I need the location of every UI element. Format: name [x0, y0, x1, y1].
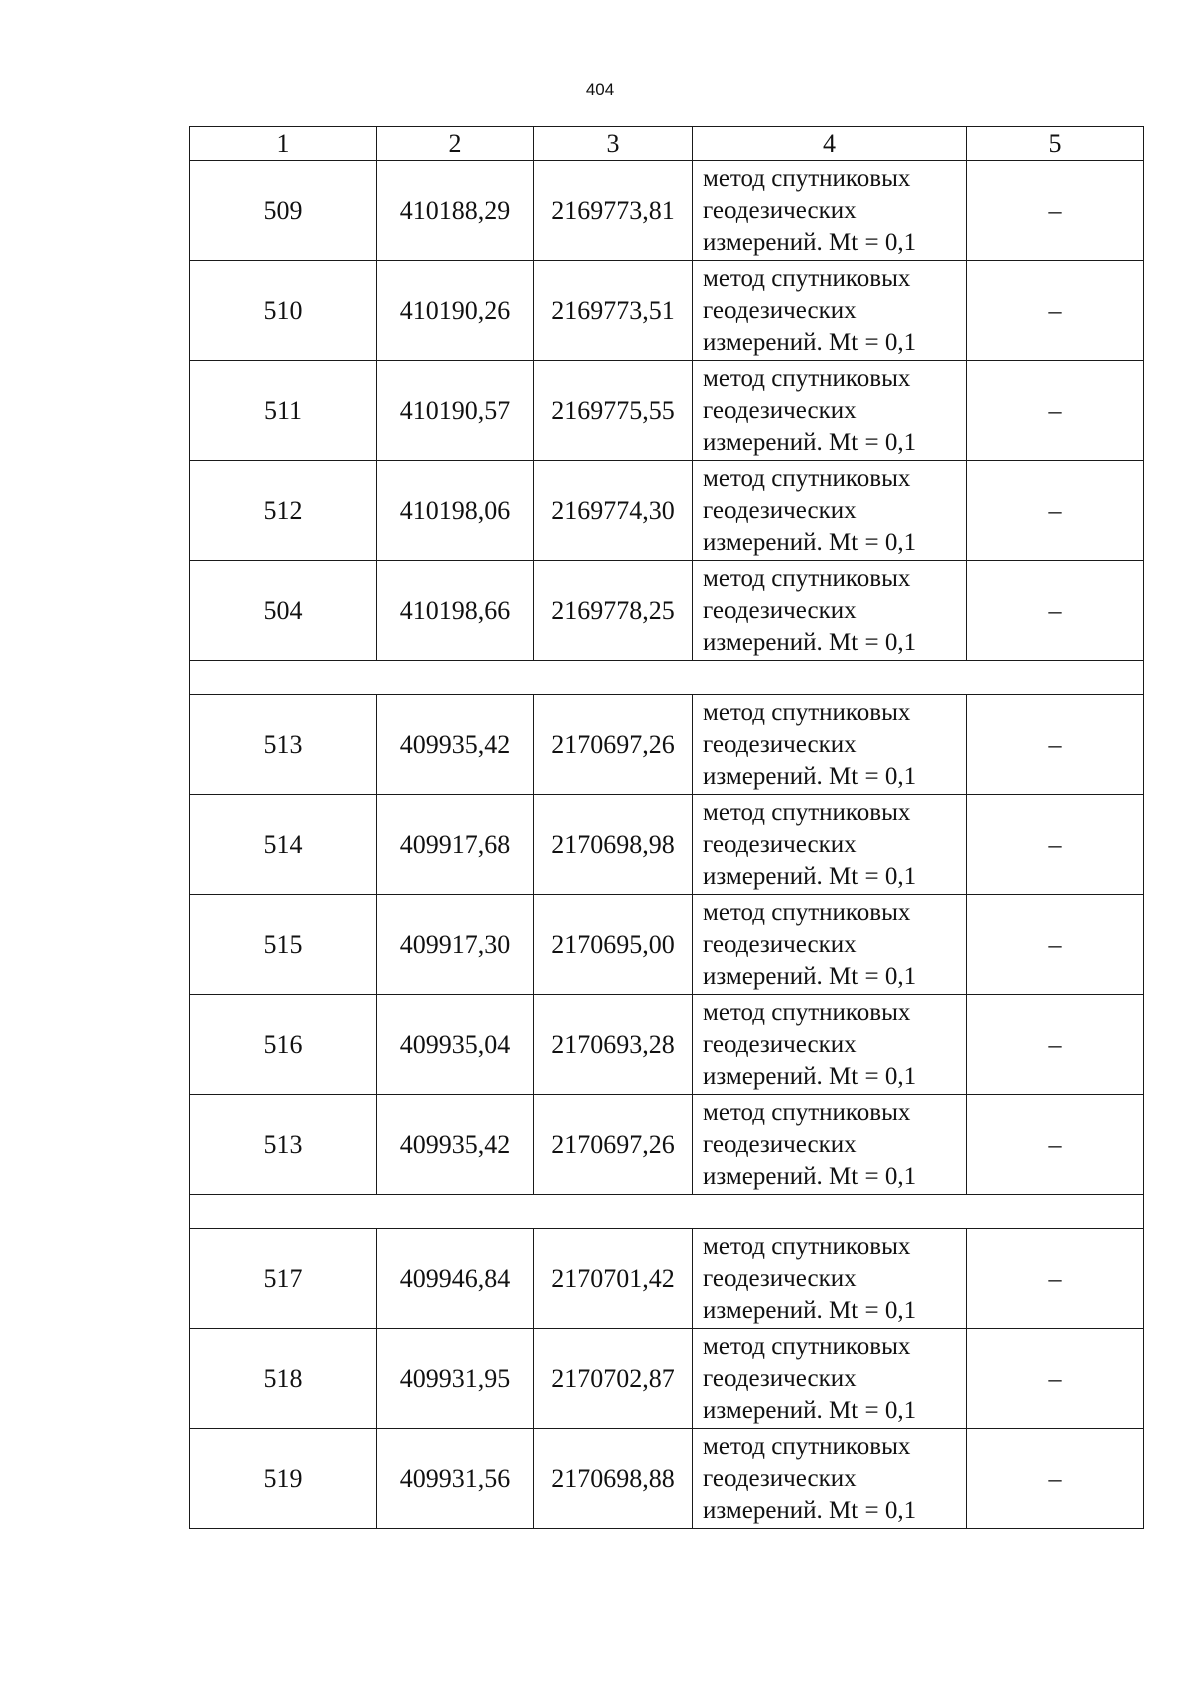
method-text-line: метод спутниковых — [703, 464, 911, 492]
table-row — [190, 561, 1144, 661]
table-row — [190, 161, 1144, 261]
coordinates-table — [189, 126, 1144, 1529]
method-text-line: метод спутниковых — [703, 364, 911, 392]
x-coordinate-cell: 410188,29 — [377, 161, 534, 261]
table-row — [190, 1329, 1144, 1429]
method-cell — [693, 261, 967, 361]
y-coordinate-cell: 2170695,00 — [534, 895, 693, 995]
table-row — [190, 995, 1144, 1095]
method-text-line: метод спутниковых — [703, 164, 911, 192]
note-cell: – — [967, 361, 1144, 461]
header-cell-4: 4 — [693, 127, 967, 161]
table-body — [190, 127, 1144, 1529]
method-text-line: измерений. Mt = 0,1 — [703, 528, 917, 556]
method-cell — [693, 995, 967, 1095]
point-number-cell: 510 — [190, 261, 377, 361]
method-cell — [693, 461, 967, 561]
table-row — [190, 261, 1144, 361]
point-number-cell: 512 — [190, 461, 377, 561]
y-coordinate-cell: 2170701,42 — [534, 1229, 693, 1329]
y-coordinate-cell: 2170693,28 — [534, 995, 693, 1095]
point-number-cell: 513 — [190, 1095, 377, 1195]
x-coordinate-cell: 409935,42 — [377, 1095, 534, 1195]
header-cell-3: 3 — [534, 127, 693, 161]
method-text-line: геодезических — [703, 396, 857, 424]
method-text-line: измерений. Mt = 0,1 — [703, 962, 917, 990]
y-coordinate-cell: 2169774,30 — [534, 461, 693, 561]
table-row — [190, 361, 1144, 461]
method-cell — [693, 1095, 967, 1195]
method-text-line: измерений. Mt = 0,1 — [703, 1062, 917, 1090]
method-text-line: метод спутниковых — [703, 564, 911, 592]
note-cell: – — [967, 561, 1144, 661]
point-number-cell: 509 — [190, 161, 377, 261]
x-coordinate-cell: 409917,30 — [377, 895, 534, 995]
point-number-cell: 518 — [190, 1329, 377, 1429]
method-cell — [693, 1329, 967, 1429]
method-text-line: измерений. Mt = 0,1 — [703, 628, 917, 656]
note-cell: – — [967, 461, 1144, 561]
note-cell: – — [967, 1229, 1144, 1329]
method-cell — [693, 1429, 967, 1529]
point-number-cell: 519 — [190, 1429, 377, 1529]
header-cell-2: 2 — [377, 127, 534, 161]
method-text-line: измерений. Mt = 0,1 — [703, 1496, 917, 1524]
method-text-line: геодезических — [703, 1030, 857, 1058]
method-text-line: геодезических — [703, 596, 857, 624]
note-cell: – — [967, 895, 1144, 995]
method-text-line: геодезических — [703, 730, 857, 758]
method-text-line: измерений. Mt = 0,1 — [703, 1396, 917, 1424]
method-text-line: метод спутниковых — [703, 998, 911, 1026]
table-row — [190, 895, 1144, 995]
page-number: 404 — [585, 80, 615, 99]
table-row — [190, 1429, 1144, 1529]
method-text-line: геодезических — [703, 1364, 857, 1392]
note-cell: – — [967, 261, 1144, 361]
method-text-line: измерений. Mt = 0,1 — [703, 328, 917, 356]
method-text-line: метод спутниковых — [703, 1332, 911, 1360]
method-text-line: измерений. Mt = 0,1 — [703, 428, 917, 456]
x-coordinate-cell: 409946,84 — [377, 1229, 534, 1329]
point-number-cell: 516 — [190, 995, 377, 1095]
note-cell: – — [967, 1329, 1144, 1429]
table-row — [190, 795, 1144, 895]
point-number-cell: 514 — [190, 795, 377, 895]
y-coordinate-cell: 2170697,26 — [534, 1095, 693, 1195]
note-cell: – — [967, 995, 1144, 1095]
note-cell: – — [967, 1095, 1144, 1195]
method-cell — [693, 161, 967, 261]
x-coordinate-cell: 410198,06 — [377, 461, 534, 561]
method-text-line: геодезических — [703, 196, 857, 224]
method-text-line: метод спутниковых — [703, 798, 911, 826]
method-text-line: метод спутниковых — [703, 264, 911, 292]
x-coordinate-cell: 409935,04 — [377, 995, 534, 1095]
point-number-cell: 504 — [190, 561, 377, 661]
method-cell — [693, 795, 967, 895]
table-row — [190, 695, 1144, 795]
x-coordinate-cell: 409935,42 — [377, 695, 534, 795]
method-text-line: геодезических — [703, 1464, 857, 1492]
table-row — [190, 1095, 1144, 1195]
table-separator-row — [190, 1195, 1144, 1229]
method-text-line: измерений. Mt = 0,1 — [703, 862, 917, 890]
method-cell — [693, 561, 967, 661]
method-text-line: измерений. Mt = 0,1 — [703, 762, 917, 790]
method-text-line: геодезических — [703, 296, 857, 324]
method-cell — [693, 361, 967, 461]
method-text-line: геодезических — [703, 830, 857, 858]
x-coordinate-cell: 409917,68 — [377, 795, 534, 895]
method-cell — [693, 695, 967, 795]
method-text-line: геодезических — [703, 1264, 857, 1292]
table-row — [190, 461, 1144, 561]
y-coordinate-cell: 2170698,88 — [534, 1429, 693, 1529]
table-row — [190, 1229, 1144, 1329]
separator-cell — [190, 1195, 1144, 1229]
method-text-line: метод спутниковых — [703, 1432, 911, 1460]
y-coordinate-cell: 2170698,98 — [534, 795, 693, 895]
method-text-line: измерений. Mt = 0,1 — [703, 228, 917, 256]
point-number-cell: 517 — [190, 1229, 377, 1329]
x-coordinate-cell: 409931,56 — [377, 1429, 534, 1529]
x-coordinate-cell: 410190,26 — [377, 261, 534, 361]
method-text-line: геодезических — [703, 496, 857, 524]
y-coordinate-cell: 2169773,51 — [534, 261, 693, 361]
table-header-row — [190, 127, 1144, 161]
method-text-line: метод спутниковых — [703, 1232, 911, 1260]
y-coordinate-cell: 2170702,87 — [534, 1329, 693, 1429]
method-text-line: метод спутниковых — [703, 698, 911, 726]
header-cell-5: 5 — [967, 127, 1144, 161]
header-cell-1: 1 — [190, 127, 377, 161]
point-number-cell: 515 — [190, 895, 377, 995]
y-coordinate-cell: 2169775,55 — [534, 361, 693, 461]
method-cell — [693, 1229, 967, 1329]
note-cell: – — [967, 1429, 1144, 1529]
x-coordinate-cell: 409931,95 — [377, 1329, 534, 1429]
table-separator-row — [190, 661, 1144, 695]
method-text-line: измерений. Mt = 0,1 — [703, 1296, 917, 1324]
x-coordinate-cell: 410198,66 — [377, 561, 534, 661]
y-coordinate-cell: 2169778,25 — [534, 561, 693, 661]
method-text-line: метод спутниковых — [703, 1098, 911, 1126]
point-number-cell: 513 — [190, 695, 377, 795]
x-coordinate-cell: 410190,57 — [377, 361, 534, 461]
separator-cell — [190, 661, 1144, 695]
method-text-line: измерений. Mt = 0,1 — [703, 1162, 917, 1190]
y-coordinate-cell: 2169773,81 — [534, 161, 693, 261]
method-text-line: геодезических — [703, 1130, 857, 1158]
point-number-cell: 511 — [190, 361, 377, 461]
note-cell: – — [967, 795, 1144, 895]
method-text-line: геодезических — [703, 930, 857, 958]
method-cell — [693, 895, 967, 995]
note-cell: – — [967, 695, 1144, 795]
method-text-line: метод спутниковых — [703, 898, 911, 926]
y-coordinate-cell: 2170697,26 — [534, 695, 693, 795]
note-cell: – — [967, 161, 1144, 261]
